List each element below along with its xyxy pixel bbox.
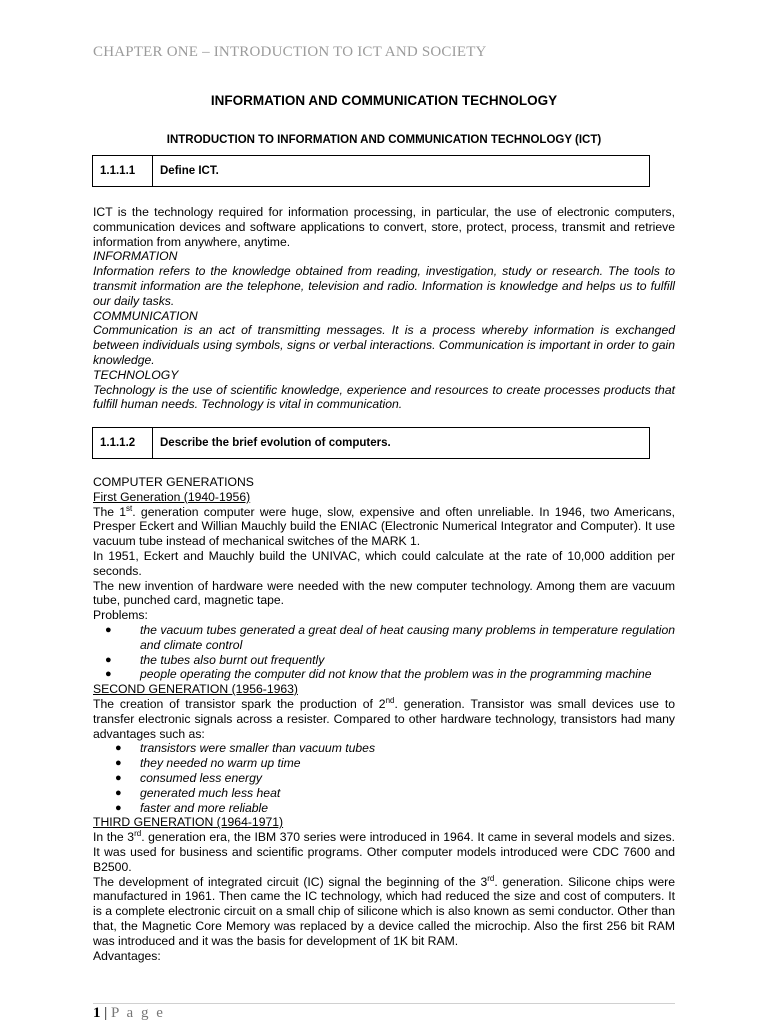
information-text: Information refers to the knowledge obtained from reading, investigation, study or research. The tools to transmit information are the telephone, television and radio. Information is knowledge and helps us to fulfill our daily tasks. [93, 264, 675, 308]
ict-definition: ICT is the technology required for information processing, in particular, the use of electronic computers, communication devices and software applications to convert, store, protect, process, transmit and retrieve information from anywhere, anytime. [93, 205, 675, 249]
generations-body [93, 475, 675, 963]
chapter-header: CHAPTER ONE – INTRODUCTION TO ICT AND SOCIETY [93, 44, 487, 60]
list-item: ● people operating the computer did not know that the problem was in the programming machine [105, 667, 652, 682]
communication-heading: COMMUNICATION [93, 308, 198, 323]
problems-label: Problems: [93, 608, 148, 623]
advantages-list [93, 741, 675, 815]
advantages-label: Advantages: [93, 948, 161, 963]
list-item: ● transistors were smaller than vacuum tubes [115, 741, 376, 756]
technology-heading: TECHNOLOGY [93, 367, 179, 382]
section-label: Describe the brief evolution of computers. [160, 437, 391, 449]
section-box-evolution [92, 427, 650, 459]
communication-text: Communication is an act of transmitting messages. It is a process whereby information is exchanged between individuals using symbols, signs or verbal interactions. Communication is important in order to gain knowledge. [93, 323, 675, 367]
second-generation-paragraph: The creation of transistor spark the production of 2nd. generation. Transistor was small devices use to transfer electronic signals across a resister. Compared to other hardware technology, transistors had many advantages such as: [93, 695, 675, 741]
document-title: INFORMATION AND COMMUNICATION TECHNOLOGY [210, 93, 558, 108]
list-item: ● the tubes also burnt out frequently [105, 652, 325, 667]
section-label: Define ICT. [160, 165, 219, 177]
footer-separator: | [100, 1005, 112, 1021]
list-item: ● they needed no warm up time [115, 756, 301, 771]
first-generation-heading: First Generation (1940-1956) [93, 489, 251, 504]
page-word: P a g e [111, 1005, 165, 1021]
define-ict-body [93, 205, 675, 412]
third-generation-heading: THIRD GENERATION (1964-1971) [93, 815, 284, 830]
information-heading: INFORMATION [93, 249, 178, 264]
section-number: 1.1.1.1 [93, 156, 153, 186]
technology-text: Technology is the use of scientific knowledge, experience and resources to create processes products that fulfill human needs. Technology is vital in communication. [93, 382, 675, 412]
list-item: ● faster and more reliable [115, 800, 269, 815]
first-generation-paragraph-1: The 1st. generation computer were huge, slow, expensive and often unreliable. In 1946, two Americans, Presper Eckert and Willian Mauchly build the ENIAC (Electronic Numerical Integrator and Computer). It use vacuum tube instead of mechanical switches of the MARK 1. [93, 503, 675, 549]
list-item: ● the vacuum tubes generated a great deal of heat causing many problems in temperature regulation and climate control [105, 622, 675, 652]
problems-list [93, 623, 675, 682]
document-subtitle: INTRODUCTION TO INFORMATION AND COMMUNICATION TECHNOLOGY (ICT) [166, 134, 602, 146]
list-item: ● generated much less heat [115, 785, 281, 800]
third-generation-paragraph-1: In the 3rd. generation era, the IBM 370 series were introduced in 1964. It came in several models and sizes. It was used for business and scientific programs. Other computer models introduced were CDC 7600 and B2500. [93, 829, 675, 874]
third-generation-paragraph-2: The development of integrated circuit (IC) signal the beginning of the 3rd. generation. Silicone chips were manufactured in 1961. Then came the IC technology, which had reduced the size and cost of computers. It is a complete electronic circuit on a small chip of silicone which is also known as semi conductor. Other than that, the Magnetic Core Memory was replaced by a device called the microchip. Also the first 256 bit RAM was introduced and it was the basis for development of 1K bit RAM. [93, 873, 675, 948]
second-generation-heading: SECOND GENERATION (1956-1963) [93, 682, 298, 697]
first-generation-paragraph-3: The new invention of hardware were needed with the new computer technology. Among them are vacuum tube, punched card, magnetic tape. [93, 578, 675, 608]
generations-heading: COMPUTER GENERATIONS [93, 475, 254, 489]
section-number: 1.1.1.2 [93, 428, 153, 458]
footer-divider [93, 1003, 675, 1004]
page-footer [93, 1005, 165, 1022]
list-item: ● consumed less energy [115, 770, 262, 785]
first-generation-paragraph-2: In 1951, Eckert and Mauchly build the UNIVAC, which could calculate at the rate of 10,000 addition per seconds. [93, 548, 675, 578]
section-box-define-ict [92, 155, 650, 187]
page-number: 1 [93, 1005, 101, 1021]
